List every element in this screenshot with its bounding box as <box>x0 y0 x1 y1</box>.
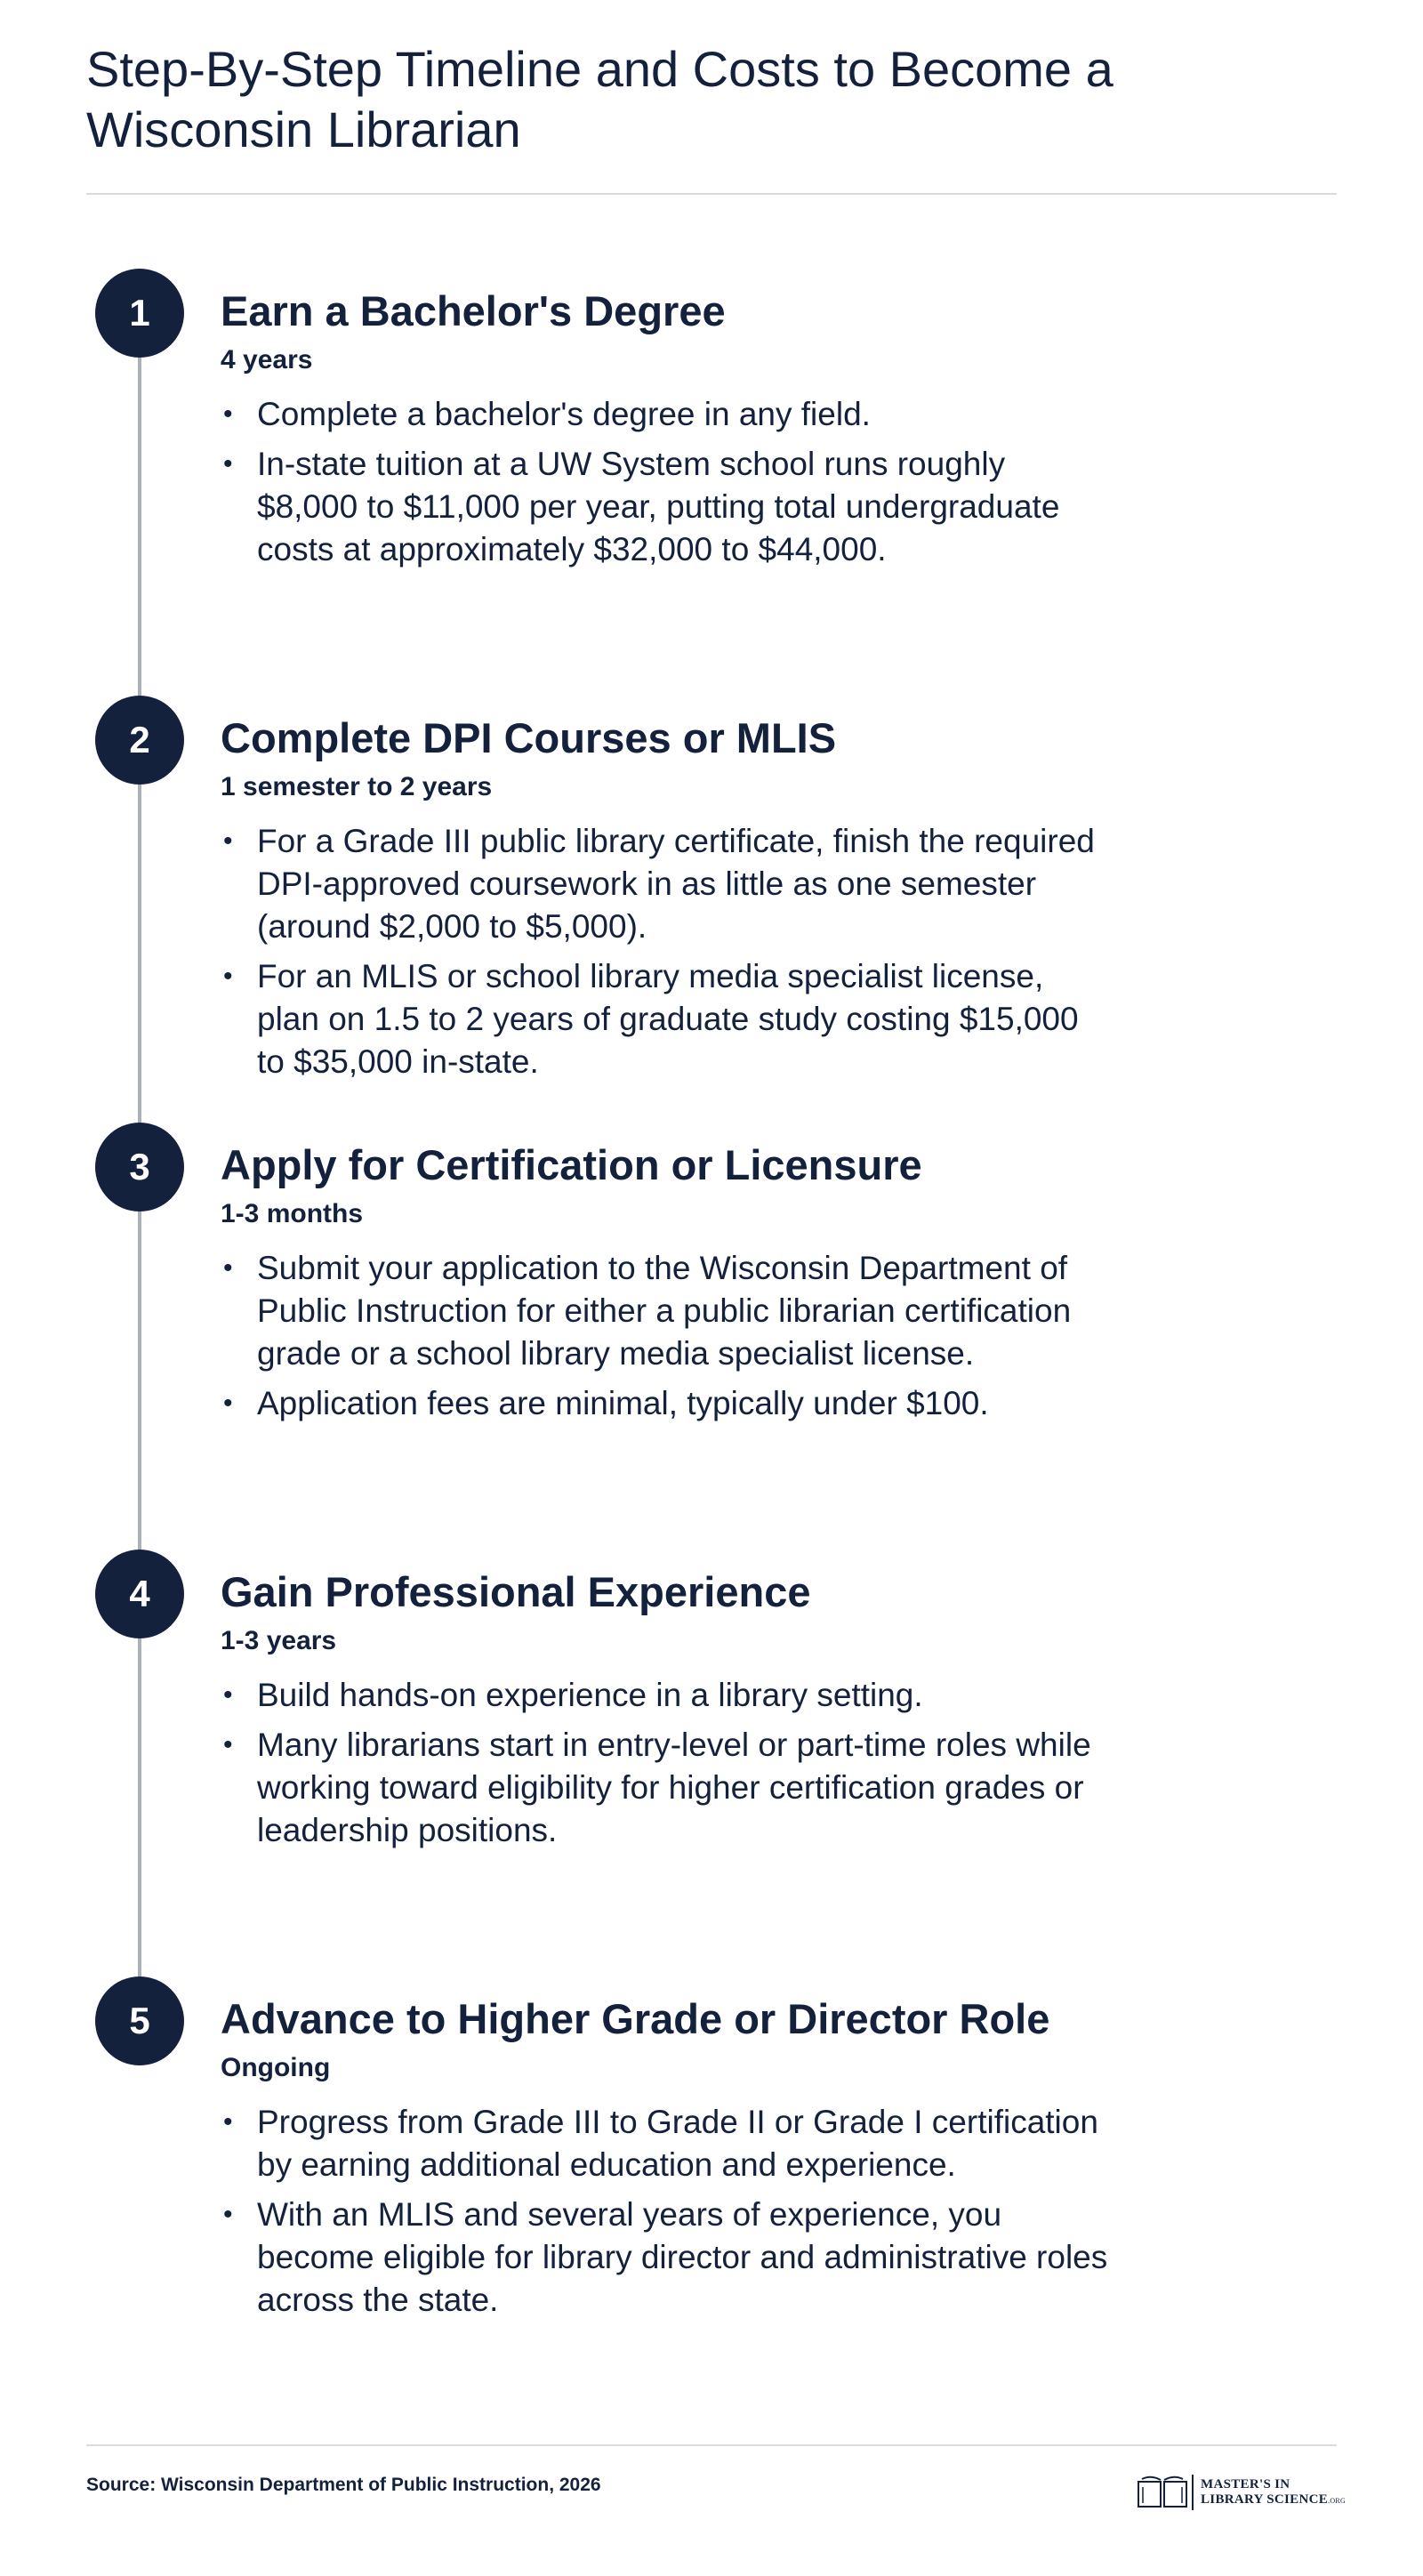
open-book-icon <box>1137 2475 1188 2510</box>
step-bullet-list <box>221 1674 1110 1859</box>
step-duration: 1 semester to 2 years <box>221 772 493 801</box>
step-bullet: • Progress from Grade III to Grade II or Grade I certification by earning additional education and experience. <box>221 2101 1110 2186</box>
step-bullet-list <box>221 393 1110 578</box>
step-duration: 1-3 months <box>221 1199 364 1228</box>
page-title: Step-By-Step Timeline and Costs to Become a Wisconsin Librarian <box>86 41 1113 157</box>
header-divider <box>86 193 1337 195</box>
step-bullet: • Many librarians start in entry-level or part-time roles while working toward eligibility for higher certification grades or leadership positions. <box>221 1724 1110 1852</box>
step-bullet: • Submit your application to the Wisconsin Department of Public Instruction for either a public librarian certification grade or a school library media specialist license. <box>221 1247 1110 1375</box>
step-duration: 4 years <box>221 345 313 374</box>
logo-suffix: .ORG <box>1328 2496 1347 2505</box>
step-bullet: • For a Grade III public library certificate, finish the required DPI-approved coursework in as little as one semester (around $2,000 to $5,000). <box>221 820 1110 948</box>
logo-divider <box>1192 2475 1194 2510</box>
step-bullet: • Application fees are minimal, typically under $100. <box>221 1382 1110 1425</box>
step-title: Complete DPI Courses or MLIS <box>221 714 837 761</box>
step-bullet-list <box>221 820 1110 1091</box>
source-citation: Source: Wisconsin Department of Public Instruction, 2026 <box>86 2475 601 2495</box>
step-number-badge: 3 <box>95 1123 184 1212</box>
logo-line-2: LIBRARY SCIENCE <box>1201 2491 1329 2507</box>
step-bullet: • For an MLIS or school library media specialist license, plan on 1.5 to 2 years of graduate study costing $15,000 to $35,000 in-state. <box>221 955 1110 1083</box>
step-bullet: • In-state tuition at a UW System school runs roughly $8,000 to $11,000 per year, putting total undergraduate costs at approximately $32,000 to $44,000. <box>221 443 1110 571</box>
step-title: Advance to Higher Grade or Director Role <box>221 1995 1050 2042</box>
step-duration: 1-3 years <box>221 1626 337 1655</box>
step-bullet: • With an MLIS and several years of experience, you become eligible for library director and administrative roles across the state. <box>221 2194 1110 2322</box>
logo-line-1: MASTER'S IN <box>1201 2476 1290 2491</box>
step-bullet: • Complete a bachelor's degree in any field. <box>221 393 1110 436</box>
step-number-badge: 4 <box>95 1550 184 1638</box>
step-duration: Ongoing <box>221 2053 331 2082</box>
step-bullet: • Build hands-on experience in a library setting. <box>221 1674 1110 1717</box>
step-title: Apply for Certification or Licensure <box>221 1141 922 1188</box>
logo-wordmark <box>1201 2477 1346 2508</box>
step-bullet-list <box>221 1247 1110 1432</box>
step-title: Gain Professional Experience <box>221 1568 811 1615</box>
step-number-badge: 1 <box>95 269 184 358</box>
step-number-badge: 5 <box>95 1976 184 2065</box>
step-title: Earn a Bachelor's Degree <box>221 287 726 334</box>
step-number-badge: 2 <box>95 696 184 785</box>
site-logo[interactable] <box>1137 2471 1346 2514</box>
step-bullet-list <box>221 2101 1110 2329</box>
footer-divider <box>86 2444 1337 2446</box>
